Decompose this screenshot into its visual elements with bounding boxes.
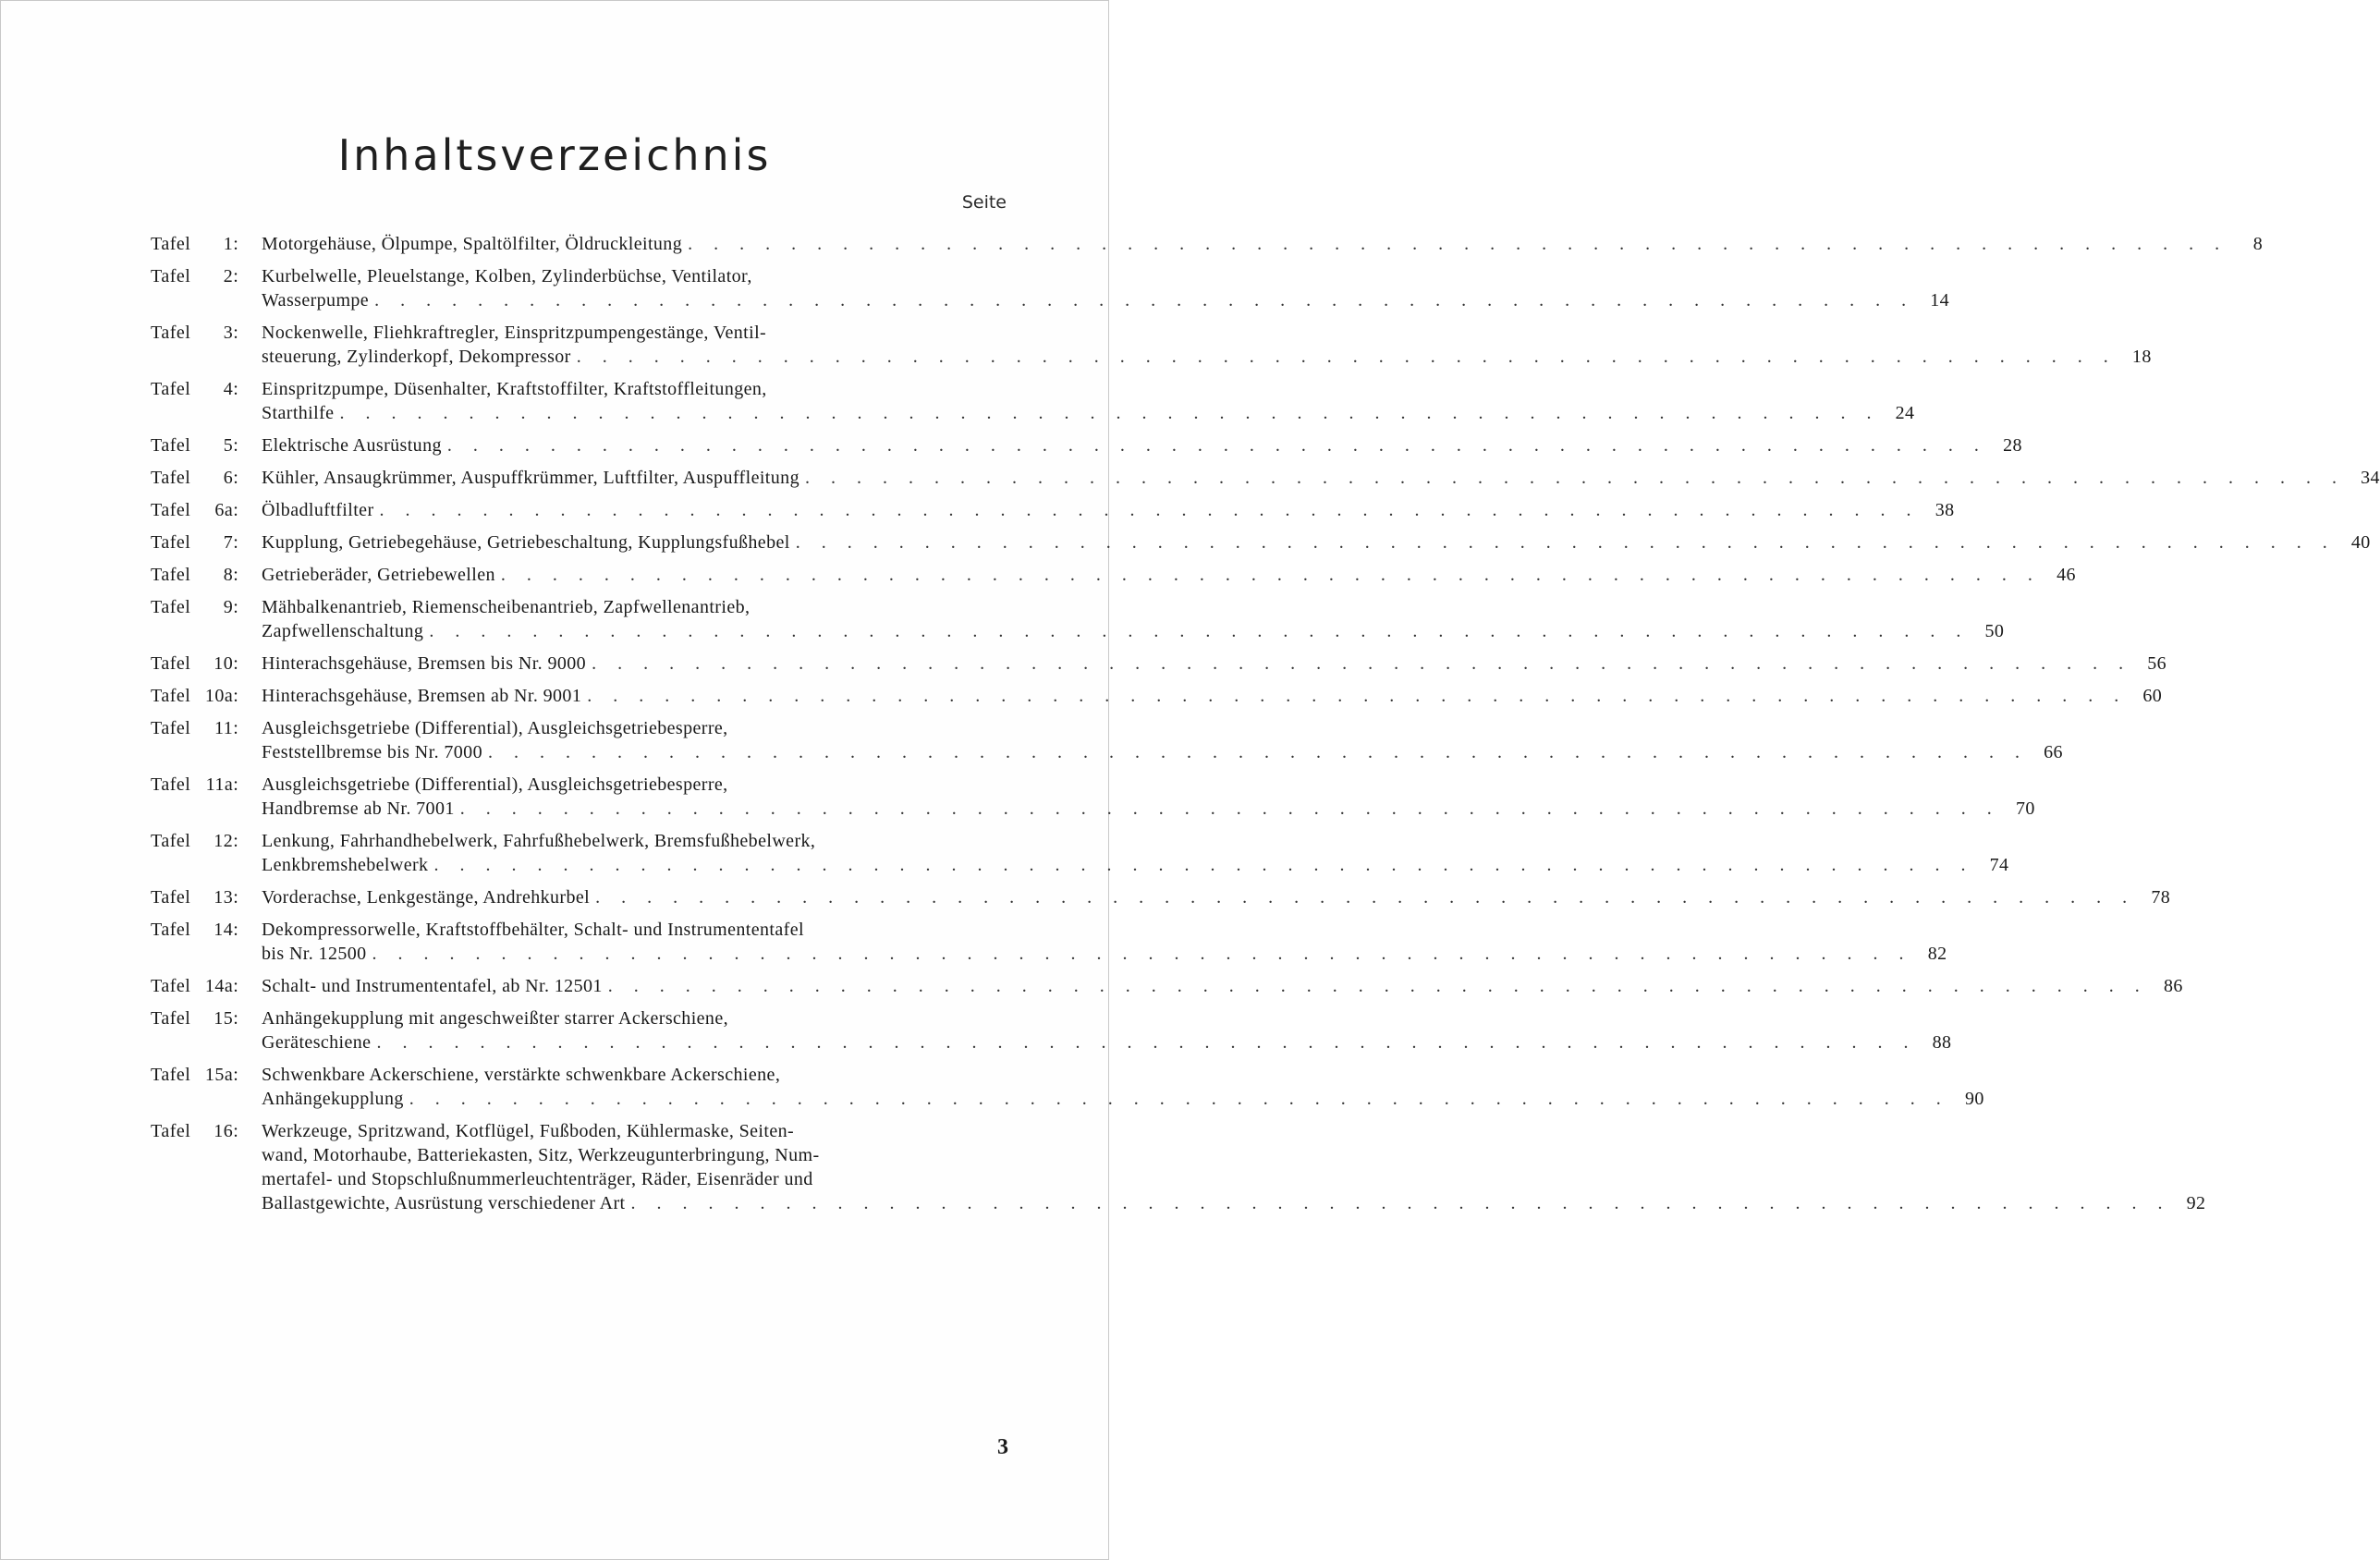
tafel-label [151, 1006, 262, 1030]
tafel-number: 6: [223, 468, 239, 488]
toc-entry [151, 530, 2371, 555]
toc-entry-line: bis Nr. 12500 [262, 944, 367, 964]
toc-entry-last-line [262, 1087, 1984, 1111]
tafel-label [151, 377, 262, 401]
tafel-label [151, 684, 262, 708]
toc-entry-text [262, 466, 2380, 490]
tafel-label [151, 232, 262, 256]
tafel-number: 2: [223, 266, 239, 286]
toc-entry-line: Nockenwelle, Fliehkraftregler, Einspritzpumpengestänge, Ventil- [262, 323, 767, 343]
tafel-number: 11a: [205, 774, 239, 795]
toc-entry-last-line [262, 498, 1955, 522]
tafel-label [151, 433, 262, 457]
tafel-word: Tafel [151, 887, 191, 908]
tafel-label [151, 264, 262, 288]
toc-page-number: 74 [1989, 855, 2009, 875]
toc-entry-text [262, 264, 1949, 312]
toc-entry-last-line [262, 433, 2022, 457]
dot-leader: . . . . . . . . . . . . . . . . . . . . . . . . . . . . . . . . . . . . . . . . . . . . . . . . . . . . . . . . . . . . [587, 686, 2128, 706]
toc-entry-line: mertafel- und Stopschlußnummerleuchtenträger, Räder, Eisenräder und [262, 1169, 813, 1189]
tafel-label [151, 773, 262, 797]
toc-entry-last-line [262, 974, 2183, 998]
tafel-word: Tafel [151, 653, 191, 674]
toc-entry-text [262, 918, 1947, 966]
tafel-word: Tafel [151, 565, 191, 585]
tafel-word: Tafel [151, 532, 191, 553]
toc-entry-last-line [262, 619, 2004, 643]
toc-entry-line: Mähbalkenantrieb, Riemenscheibenantrieb, Zapfwellenantrieb, [262, 597, 751, 617]
toc-page-number: 88 [1932, 1032, 1952, 1053]
toc-entry-line: Feststellbremse bis Nr. 7000 [262, 742, 482, 762]
toc-entry-line: Elektrische Ausrüstung [262, 435, 442, 456]
toc-entry-text [262, 716, 2063, 764]
toc-entry [151, 1119, 2206, 1215]
toc-entry-text [262, 377, 1914, 425]
toc-entry [151, 1063, 1984, 1111]
tafel-number: 12: [214, 831, 239, 851]
dot-leader: . . . . . . . . . . . . . . . . . . . . . . . . . . . . . . . . . . . . . . . . . . . . . . . . . . . . . . . . . . . . [409, 1089, 1949, 1109]
toc-entry-line: Kupplung, Getriebegehäuse, Getriebeschaltung, Kupplungsfußhebel [262, 532, 790, 553]
tafel-number: 15: [214, 1008, 239, 1029]
tafel-label [151, 530, 262, 555]
toc-entry-line: Zapfwellenschaltung [262, 621, 424, 641]
tafel-label [151, 466, 262, 490]
tafel-number: 3: [223, 323, 239, 343]
tafel-number: 13: [214, 887, 239, 908]
toc-entry-text [262, 530, 2371, 555]
tafel-word: Tafel [151, 379, 191, 399]
toc-entry-line: Werkzeuge, Spritzwand, Kotflügel, Fußboden, Kühlermaske, Seiten- [262, 1121, 795, 1141]
tafel-number: 4: [223, 379, 239, 399]
toc-page-number: 28 [2003, 435, 2022, 456]
toc-entry-last-line [262, 853, 2008, 877]
toc-entry [151, 377, 1915, 425]
toc-entry-text [262, 773, 2035, 821]
toc-entry-line: Einspritzpumpe, Düsenhalter, Kraftstoffilter, Kraftstoffleitungen, [262, 379, 767, 399]
toc-entry-last-line [262, 942, 1947, 966]
toc-entry-text [262, 433, 2022, 457]
toc-entry-line: Geräteschiene [262, 1032, 372, 1053]
tafel-word: Tafel [151, 686, 191, 706]
toc-entry [151, 321, 2152, 369]
toc-entry [151, 684, 2163, 708]
tafel-number: 15a: [204, 1065, 239, 1085]
dot-leader: . . . . . . . . . . . . . . . . . . . . . . . . . . . . . . . . . . . . . . . . . . . . . . . . . . . . . . . . . . . . [500, 565, 2041, 585]
toc-page-number: 82 [1927, 944, 1947, 964]
toc-entry-last-line [262, 563, 2076, 587]
dot-leader: . . . . . . . . . . . . . . . . . . . . . . . . . . . . . . . . . . . . . . . . . . . . . . . . . . . . . . . . . . . . [576, 347, 2117, 367]
toc-entry-last-line [262, 345, 2152, 369]
toc-entry-line: Lenkung, Fahrhandhebelwerk, Fahrfußhebelwerk, Bremsfußhebelwerk, [262, 831, 816, 851]
tafel-number: 1: [223, 234, 239, 254]
toc-entry-line: Ausgleichsgetriebe (Differential), Ausgleichsgetriebesperre, [262, 718, 728, 738]
tafel-word: Tafel [151, 266, 191, 286]
toc-entry [151, 433, 2022, 457]
toc-entry [151, 595, 2005, 643]
tafel-number: 16: [214, 1121, 239, 1141]
dot-leader: . . . . . . . . . . . . . . . . . . . . . . . . . . . . . . . . . . . . . . . . . . . . . . . . . . . . . . . . . . . . [592, 653, 2132, 674]
toc-entry-text [262, 595, 2004, 643]
toc-page-number: 70 [2015, 798, 2035, 819]
tafel-label [151, 716, 262, 740]
dot-leader: . . . . . . . . . . . . . . . . . . . . . . . . . . . . . . . . . . . . . . . . . . . . . . . . . . . . . . . . . . . . [429, 621, 1970, 641]
tafel-label [151, 498, 262, 522]
toc-entry-line: Starthilfe [262, 403, 335, 423]
toc-entry-line: Vorderachse, Lenkgestänge, Andrehkurbel [262, 887, 591, 908]
table-of-contents [151, 232, 2380, 1224]
page-title: Inhaltsverzeichnis [337, 130, 772, 180]
toc-page-number: 56 [2147, 653, 2167, 674]
toc-entry [151, 885, 2171, 909]
toc-entry-text [262, 321, 2152, 369]
toc-entry-line: Ausgleichsgetriebe (Differential), Ausgleichsgetriebesperre, [262, 774, 728, 795]
toc-entry-line: Lenkbremshebelwerk [262, 855, 429, 875]
tafel-word: Tafel [151, 976, 191, 996]
toc-entry [151, 716, 2063, 764]
toc-entry-line: Hinterachsgehäuse, Bremsen bis Nr. 9000 [262, 653, 587, 674]
toc-entry-line: Kurbelwelle, Pleuelstange, Kolben, Zylinderbüchse, Ventilator, [262, 266, 752, 286]
toc-page-number: 66 [2044, 742, 2063, 762]
dot-leader: . . . . . . . . . . . . . . . . . . . . . . . . . . . . . . . . . . . . . . . . . . . . . . . . . . . . . . . . . . . . [376, 1032, 1917, 1053]
tafel-number: 11: [214, 718, 239, 738]
toc-page-number: 24 [1895, 403, 1915, 423]
dot-leader: . . . . . . . . . . . . . . . . . . . . . . . . . . . . . . . . . . . . . . . . . . . . . . . . . . . . . . . . . . . . [339, 403, 1880, 423]
toc-entry [151, 563, 2076, 587]
toc-entry-text [262, 563, 2076, 587]
toc-entry-text [262, 232, 2263, 256]
toc-entry-line: Wasserpumpe [262, 290, 370, 311]
tafel-word: Tafel [151, 831, 191, 851]
toc-entry [151, 829, 2009, 877]
toc-entry-text [262, 974, 2183, 998]
toc-entry-line: Kühler, Ansaugkrümmer, Auspuffkrümmer, Luftfilter, Auspuffleitung [262, 468, 799, 488]
tafel-word: Tafel [151, 500, 191, 520]
toc-entry-last-line [262, 1191, 2205, 1215]
toc-entry-text [262, 1119, 2205, 1215]
toc-entry-line: steuerung, Zylinderkopf, Dekompressor [262, 347, 571, 367]
toc-page-number: 78 [2151, 887, 2171, 908]
toc-entry-last-line [262, 530, 2371, 555]
toc-entry-text [262, 829, 2008, 877]
toc-entry-line: wand, Motorhaube, Batteriekasten, Sitz, Werkzeugunterbringung, Num- [262, 1145, 820, 1165]
dot-leader: . . . . . . . . . . . . . . . . . . . . . . . . . . . . . . . . . . . . . . . . . . . . . . . . . . . . . . . . . . . . [607, 976, 2148, 996]
toc-entry-last-line [262, 1030, 1951, 1054]
toc-entry-line: Hinterachsgehäuse, Bremsen ab Nr. 9001 [262, 686, 582, 706]
toc-entry-last-line [262, 232, 2263, 256]
tafel-number: 10: [214, 653, 239, 674]
tafel-label [151, 652, 262, 676]
tafel-label [151, 1063, 262, 1087]
dot-leader: . . . . . . . . . . . . . . . . . . . . . . . . . . . . . . . . . . . . . . . . . . . . . . . . . . . . . . . . . . . . [795, 532, 2336, 553]
dot-leader: . . . . . . . . . . . . . . . . . . . . . . . . . . . . . . . . . . . . . . . . . . . . . . . . . . . . . . . . . . . . [446, 435, 1987, 456]
toc-entry-line: Handbremse ab Nr. 7001 [262, 798, 455, 819]
toc-entry-last-line [262, 401, 1914, 425]
tafel-word: Tafel [151, 920, 191, 940]
toc-entry-text [262, 684, 2162, 708]
tafel-label [151, 829, 262, 853]
tafel-number: 7: [223, 532, 239, 553]
toc-entry [151, 773, 2035, 821]
toc-entry [151, 498, 1955, 522]
tafel-word: Tafel [151, 1065, 191, 1085]
toc-entry [151, 232, 2264, 256]
toc-entry-text [262, 652, 2166, 676]
tafel-number: 5: [223, 435, 239, 456]
tafel-word: Tafel [151, 1121, 191, 1141]
tafel-word: Tafel [151, 435, 191, 456]
toc-entry-text [262, 498, 1955, 522]
tafel-word: Tafel [151, 468, 191, 488]
tafel-label [151, 321, 262, 345]
tafel-label [151, 563, 262, 587]
page-number: 3 [997, 1435, 1008, 1459]
toc-page-number: 38 [1935, 500, 1955, 520]
toc-entry-line: Dekompressorwelle, Kraftstoffbehälter, Schalt- und Instrumententafel [262, 920, 804, 940]
tafel-word: Tafel [151, 323, 191, 343]
toc-entry-text [262, 885, 2170, 909]
toc-entry-line: Anhängekupplung mit angeschweißter starrer Ackerschiene, [262, 1008, 729, 1029]
toc-entry-line: Motorgehäuse, Ölpumpe, Spaltölfilter, Öldruckleitung [262, 234, 683, 254]
dot-leader: . . . . . . . . . . . . . . . . . . . . . . . . . . . . . . . . . . . . . . . . . . . . . . . . . . . . . . . . . . . . [372, 944, 1912, 964]
toc-entry [151, 264, 1950, 312]
tafel-label [151, 1119, 262, 1143]
toc-entry [151, 974, 2183, 998]
toc-page-number: 8 [2252, 234, 2264, 254]
tafel-label [151, 918, 262, 942]
toc-entry [151, 918, 1947, 966]
toc-entry-last-line [262, 684, 2162, 708]
page-column-header: Seite [961, 192, 1007, 213]
toc-entry-last-line [262, 797, 2035, 821]
toc-entry-last-line [262, 288, 1949, 312]
toc-page-number: 86 [2163, 976, 2183, 996]
tafel-number: 10a: [204, 686, 239, 706]
tafel-number: 9: [223, 597, 239, 617]
dot-leader: . . . . . . . . . . . . . . . . . . . . . . . . . . . . . . . . . . . . . . . . . . . . . . . . . . . . . . . . . . . . [630, 1193, 2171, 1213]
tafel-word: Tafel [151, 597, 191, 617]
tafel-label [151, 885, 262, 909]
tafel-word: Tafel [151, 1008, 191, 1029]
toc-entry-text [262, 1006, 1951, 1054]
toc-entry-line: Schalt- und Instrumententafel, ab Nr. 12501 [262, 976, 603, 996]
tafel-label [151, 595, 262, 619]
toc-page-number: 90 [1964, 1089, 1984, 1109]
toc-entry-text [262, 1063, 1984, 1111]
toc-page-number: 50 [1984, 621, 2005, 641]
tafel-label [151, 974, 262, 998]
toc-page-number: 40 [2350, 532, 2371, 553]
toc-page-number: 14 [1930, 290, 1950, 311]
dot-leader: . . . . . . . . . . . . . . . . . . . . . . . . . . . . . . . . . . . . . . . . . . . . . . . . . . . . . . . . . . . . [804, 468, 2345, 488]
toc-page-number: 60 [2142, 686, 2163, 706]
tafel-number: 14a: [204, 976, 239, 996]
toc-entry [151, 1006, 1952, 1054]
toc-entry-line: Ballastgewichte, Ausrüstung verschiedener Art [262, 1193, 626, 1213]
tafel-word: Tafel [151, 234, 191, 254]
tafel-word: Tafel [151, 774, 191, 795]
dot-leader: . . . . . . . . . . . . . . . . . . . . . . . . . . . . . . . . . . . . . . . . . . . . . . . . . . . . . . . . . . . . [459, 798, 2000, 819]
toc-entry-last-line [262, 652, 2166, 676]
toc-entry-line: Getrieberäder, Getriebewellen [262, 565, 495, 585]
toc-entry [151, 466, 2380, 490]
toc-entry-line: Anhängekupplung [262, 1089, 404, 1109]
toc-page-number: 92 [2186, 1193, 2206, 1213]
toc-entry-last-line [262, 466, 2380, 490]
dot-leader: . . . . . . . . . . . . . . . . . . . . . . . . . . . . . . . . . . . . . . . . . . . . . . . . . . . . . . . . . . . . [379, 500, 1920, 520]
tafel-number: 8: [223, 565, 239, 585]
toc-entry-line: Ölbadluftfilter [262, 500, 374, 520]
toc-page-number: 18 [2131, 347, 2152, 367]
dot-leader: . . . . . . . . . . . . . . . . . . . . . . . . . . . . . . . . . . . . . . . . . . . . . . . . . . . . . . . . . . . . [688, 234, 2228, 254]
toc-entry [151, 652, 2167, 676]
toc-entry-line: Schwenkbare Ackerschiene, verstärkte schwenkbare Ackerschiene, [262, 1065, 781, 1085]
dot-leader: . . . . . . . . . . . . . . . . . . . . . . . . . . . . . . . . . . . . . . . . . . . . . . . . . . . . . . . . . . . . [595, 887, 2136, 908]
dot-leader: . . . . . . . . . . . . . . . . . . . . . . . . . . . . . . . . . . . . . . . . . . . . . . . . . . . . . . . . . . . . [374, 290, 1915, 311]
tafel-number: 14: [214, 920, 239, 940]
dot-leader: . . . . . . . . . . . . . . . . . . . . . . . . . . . . . . . . . . . . . . . . . . . . . . . . . . . . . . . . . . . . [487, 742, 2028, 762]
toc-entry-last-line [262, 885, 2170, 909]
toc-page-number: 46 [2057, 565, 2076, 585]
tafel-number: 6a: [214, 500, 239, 520]
dot-leader: . . . . . . . . . . . . . . . . . . . . . . . . . . . . . . . . . . . . . . . . . . . . . . . . . . . . . . . . . . . . [433, 855, 1974, 875]
toc-page-number: 34 [2361, 468, 2380, 488]
toc-entry-last-line [262, 740, 2063, 764]
tafel-word: Tafel [151, 718, 191, 738]
